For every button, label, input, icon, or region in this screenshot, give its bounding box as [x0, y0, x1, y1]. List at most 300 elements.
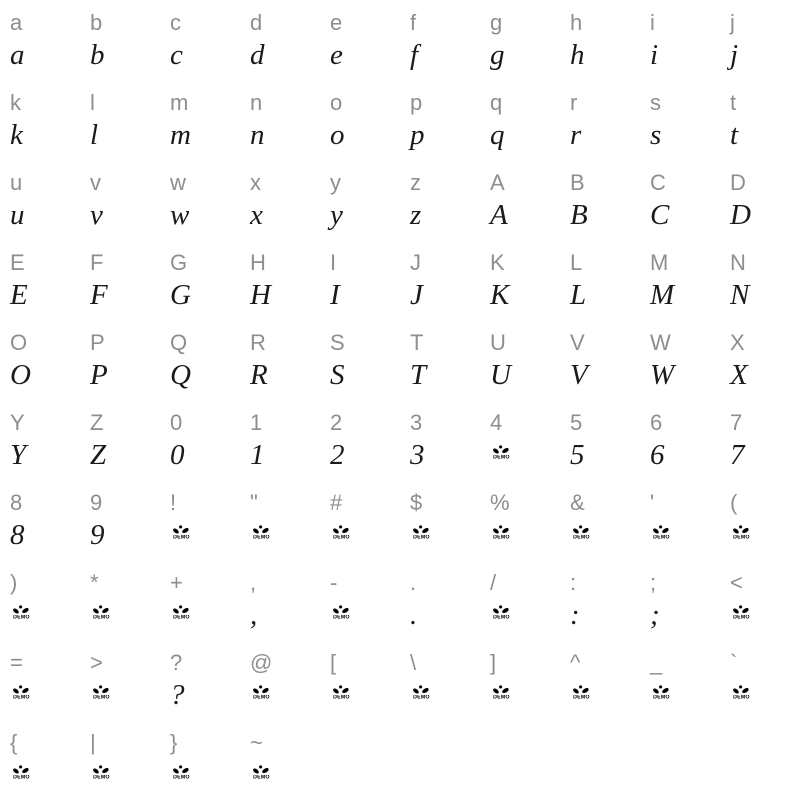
demo-watermark: [170, 525, 192, 542]
demo-label: DEMO: [572, 535, 590, 541]
charmap-cell: [160, 560, 240, 640]
demo-label: DEMO: [732, 535, 750, 541]
font-glyph: 8: [10, 519, 25, 551]
charmap-cell: [80, 80, 160, 160]
charmap-cell: [640, 0, 720, 80]
charmap-cell: [560, 640, 640, 720]
charmap-cell: [560, 480, 640, 560]
reference-char-label: R: [250, 330, 267, 355]
font-glyph: L: [570, 279, 587, 311]
font-glyph: g: [490, 39, 505, 71]
demo-leaf-icon: [732, 605, 750, 615]
reference-char-label: Z: [90, 410, 104, 435]
charmap-cell: [0, 480, 80, 560]
reference-char-label: !: [170, 490, 177, 515]
charmap-cell: [0, 560, 80, 640]
reference-char-label: .: [410, 570, 417, 595]
demo-watermark: [330, 525, 352, 542]
demo-label: DEMO: [332, 695, 350, 701]
reference-char-label: ]: [490, 650, 497, 675]
demo-watermark: [490, 525, 512, 542]
charmap-cell: [320, 240, 400, 320]
demo-watermark: [10, 765, 32, 782]
reference-char-label: ?: [170, 650, 183, 675]
reference-char-label: U: [490, 330, 507, 355]
reference-char-label: B: [570, 170, 586, 195]
demo-label: DEMO: [172, 615, 190, 621]
font-glyph: D: [730, 199, 751, 231]
demo-watermark: [170, 605, 192, 622]
charmap-cell: [400, 640, 480, 720]
demo-watermark: [90, 605, 112, 622]
demo-watermark: [410, 525, 432, 542]
demo-leaf-icon: [492, 525, 510, 535]
charmap-cell: [0, 320, 80, 400]
demo-watermark: [410, 685, 432, 702]
reference-char-label: W: [650, 330, 672, 355]
font-glyph: C: [650, 199, 670, 231]
charmap-cell: [240, 80, 320, 160]
reference-char-label: e: [330, 10, 343, 35]
font-glyph: P: [90, 359, 108, 391]
reference-char-label: i: [650, 10, 656, 35]
reference-char-label: 9: [90, 490, 103, 515]
reference-char-label: `: [730, 650, 738, 675]
font-glyph: q: [490, 119, 505, 151]
demo-leaf-icon: [92, 605, 110, 615]
reference-char-label: +: [170, 570, 184, 595]
font-glyph: K: [490, 279, 510, 311]
charmap-cell: [720, 0, 800, 80]
demo-leaf-icon: [332, 525, 350, 535]
charmap-cell: [240, 400, 320, 480]
reference-char-label: I: [330, 250, 337, 275]
charmap-cell: [400, 80, 480, 160]
font-glyph: Z: [90, 439, 107, 471]
charmap-cell: [720, 480, 800, 560]
demo-label: DEMO: [92, 615, 110, 621]
charmap-cell: [240, 640, 320, 720]
demo-label: DEMO: [252, 695, 270, 701]
charmap-cell: [160, 80, 240, 160]
charmap-cell: [0, 160, 80, 240]
charmap-cell: [80, 560, 160, 640]
demo-watermark: [250, 765, 272, 782]
reference-char-label: 3: [410, 410, 423, 435]
demo-label: DEMO: [732, 615, 750, 621]
font-glyph: l: [90, 119, 99, 151]
reference-char-label: @: [250, 650, 273, 675]
font-glyph: b: [90, 39, 105, 71]
charmap-cell: [240, 240, 320, 320]
demo-label: DEMO: [652, 695, 670, 701]
demo-leaf-icon: [732, 525, 750, 535]
font-glyph: r: [570, 119, 582, 151]
charmap-cell: [80, 720, 160, 800]
demo-leaf-icon: [252, 525, 270, 535]
reference-char-label: >: [90, 650, 104, 675]
reference-char-label: u: [10, 170, 23, 195]
reference-char-label: ): [10, 570, 18, 595]
demo-label: DEMO: [172, 535, 190, 541]
reference-char-label: P: [90, 330, 106, 355]
font-glyph: 9: [90, 519, 105, 551]
demo-watermark: [570, 525, 592, 542]
reference-char-label: f: [410, 10, 417, 35]
font-glyph: ,: [250, 599, 258, 631]
demo-leaf-icon: [332, 605, 350, 615]
reference-char-label: S: [330, 330, 346, 355]
reference-char-label: G: [170, 250, 188, 275]
reference-char-label: p: [410, 90, 423, 115]
demo-watermark: [90, 765, 112, 782]
reference-char-label: F: [90, 250, 104, 275]
demo-leaf-icon: [92, 765, 110, 775]
reference-char-label: ": [250, 490, 259, 515]
demo-watermark: [730, 685, 752, 702]
reference-char-label: ,: [250, 570, 257, 595]
font-glyph: u: [10, 199, 25, 231]
demo-leaf-icon: [12, 685, 30, 695]
reference-char-label: :: [570, 570, 577, 595]
demo-leaf-icon: [172, 605, 190, 615]
reference-char-label: M: [650, 250, 669, 275]
reference-char-label: N: [730, 250, 747, 275]
charmap-cell: [480, 320, 560, 400]
font-glyph: V: [570, 359, 588, 391]
font-glyph: y: [330, 199, 343, 231]
font-glyph: p: [410, 119, 425, 151]
charmap-cell: [480, 480, 560, 560]
demo-watermark: [90, 685, 112, 702]
charmap-cell: [240, 160, 320, 240]
charmap-cell: [640, 400, 720, 480]
demo-leaf-icon: [412, 525, 430, 535]
reference-char-label: {: [10, 730, 18, 755]
demo-leaf-icon: [572, 525, 590, 535]
reference-char-label: V: [570, 330, 586, 355]
font-glyph: F: [90, 279, 108, 311]
reference-char-label: $: [410, 490, 423, 515]
reference-char-label: <: [730, 570, 744, 595]
font-glyph: d: [250, 39, 265, 71]
reference-char-label: o: [330, 90, 343, 115]
reference-char-label: |: [90, 730, 97, 755]
charmap-cell: [80, 640, 160, 720]
charmap-cell: [560, 400, 640, 480]
demo-label: DEMO: [332, 535, 350, 541]
reference-char-label: 6: [650, 410, 663, 435]
font-glyph: j: [730, 39, 739, 71]
font-glyph: G: [170, 279, 191, 311]
demo-label: DEMO: [12, 695, 30, 701]
charmap-cell: [640, 320, 720, 400]
demo-label: DEMO: [412, 535, 430, 541]
reference-char-label: T: [410, 330, 424, 355]
demo-label: DEMO: [732, 695, 750, 701]
reference-char-label: 5: [570, 410, 583, 435]
charmap-cell: [640, 160, 720, 240]
font-glyph: z: [410, 199, 422, 231]
reference-char-label: j: [730, 10, 736, 35]
demo-leaf-icon: [172, 765, 190, 775]
charmap-cell: [480, 80, 560, 160]
demo-label: DEMO: [172, 775, 190, 781]
font-glyph: a: [10, 39, 25, 71]
demo-watermark: [650, 685, 672, 702]
charmap-cell: [640, 240, 720, 320]
reference-char-label: y: [330, 170, 342, 195]
reference-char-label: ^: [570, 650, 581, 675]
reference-char-label: ~: [250, 730, 264, 755]
reference-char-label: d: [250, 10, 263, 35]
reference-char-label: z: [410, 170, 422, 195]
charmap-cell: [80, 320, 160, 400]
reference-char-label: K: [490, 250, 506, 275]
demo-watermark: [250, 685, 272, 702]
charmap-cell: [80, 160, 160, 240]
font-glyph: Y: [10, 439, 27, 471]
reference-char-label: 8: [10, 490, 23, 515]
font-glyph: 3: [410, 439, 425, 471]
demo-leaf-icon: [652, 685, 670, 695]
charmap-cell: [560, 80, 640, 160]
font-glyph: A: [490, 199, 508, 231]
demo-watermark: [10, 685, 32, 702]
font-glyph: R: [250, 359, 268, 391]
font-glyph: X: [730, 359, 748, 391]
charmap-cell: [560, 0, 640, 80]
font-glyph: 1: [250, 439, 265, 471]
reference-char-label: l: [90, 90, 96, 115]
reference-char-label: k: [10, 90, 22, 115]
demo-leaf-icon: [252, 765, 270, 775]
demo-label: DEMO: [652, 535, 670, 541]
charmap-cell: [720, 160, 800, 240]
charmap-cell: [320, 0, 400, 80]
reference-char-label: L: [570, 250, 583, 275]
reference-char-label: -: [330, 570, 338, 595]
charmap-cell: [400, 320, 480, 400]
charmap-cell: [400, 560, 480, 640]
charmap-cell: [160, 0, 240, 80]
reference-char-label: }: [170, 730, 178, 755]
charmap-cell: [640, 640, 720, 720]
demo-leaf-icon: [172, 525, 190, 535]
font-glyph: :: [570, 599, 580, 631]
charmap-cell: [560, 320, 640, 400]
reference-char-label: 7: [730, 410, 743, 435]
charmap-cell: [400, 400, 480, 480]
charmap-cell: [160, 640, 240, 720]
font-glyph: ;: [650, 599, 660, 631]
font-glyph: U: [490, 359, 511, 391]
reference-char-label: v: [90, 170, 102, 195]
reference-char-label: s: [650, 90, 662, 115]
demo-watermark: [730, 605, 752, 622]
reference-char-label: (: [730, 490, 738, 515]
font-glyph: 2: [330, 439, 345, 471]
reference-char-label: g: [490, 10, 503, 35]
charmap-cell: [160, 720, 240, 800]
demo-leaf-icon: [12, 605, 30, 615]
demo-leaf-icon: [252, 685, 270, 695]
reference-char-label: C: [650, 170, 667, 195]
font-glyph: M: [650, 279, 675, 311]
charmap-cell: [0, 240, 80, 320]
demo-label: DEMO: [12, 615, 30, 621]
reference-char-label: t: [730, 90, 737, 115]
reference-char-label: b: [90, 10, 103, 35]
reference-char-label: r: [570, 90, 578, 115]
charmap-cell: [320, 560, 400, 640]
font-glyph: 7: [730, 439, 745, 471]
charmap-cell: [480, 240, 560, 320]
charmap-cell: [720, 640, 800, 720]
charmap-cell: [160, 480, 240, 560]
reference-char-label: Q: [170, 330, 188, 355]
charmap-cell: [160, 320, 240, 400]
charmap-cell: [400, 160, 480, 240]
font-glyph: O: [10, 359, 31, 391]
reference-char-label: J: [410, 250, 422, 275]
charmap-cell: [720, 560, 800, 640]
demo-watermark: [490, 605, 512, 622]
reference-char-label: [: [330, 650, 337, 675]
demo-leaf-icon: [92, 685, 110, 695]
demo-leaf-icon: [572, 685, 590, 695]
font-glyph: m: [170, 119, 191, 151]
reference-char-label: X: [730, 330, 746, 355]
reference-char-label: 4: [490, 410, 503, 435]
demo-leaf-icon: [652, 525, 670, 535]
font-glyph: w: [170, 199, 190, 231]
reference-char-label: ;: [650, 570, 657, 595]
font-glyph: o: [330, 119, 345, 151]
reference-char-label: O: [10, 330, 28, 355]
charmap-cell: [480, 560, 560, 640]
font-glyph: Q: [170, 359, 191, 391]
font-glyph: i: [650, 39, 659, 71]
charmap-cell: [480, 160, 560, 240]
charmap-cell: [320, 80, 400, 160]
reference-char-label: c: [170, 10, 182, 35]
reference-char-label: a: [10, 10, 23, 35]
charmap-cell: [160, 160, 240, 240]
charmap-cell: [160, 400, 240, 480]
reference-char-label: _: [650, 650, 663, 675]
demo-watermark: [10, 605, 32, 622]
demo-leaf-icon: [492, 685, 510, 695]
font-glyph: e: [330, 39, 343, 71]
font-glyph: c: [170, 39, 183, 71]
font-glyph: E: [10, 279, 28, 311]
charmap-cell: [80, 240, 160, 320]
font-glyph: 0: [170, 439, 185, 471]
reference-char-label: n: [250, 90, 263, 115]
charmap-cell: [480, 400, 560, 480]
font-glyph: B: [570, 199, 588, 231]
charmap-cell: [720, 240, 800, 320]
charmap-cell: [560, 160, 640, 240]
font-glyph: v: [90, 199, 103, 231]
charmap-cell: [320, 640, 400, 720]
demo-watermark: [650, 525, 672, 542]
charmap-cell: [0, 80, 80, 160]
charmap-cell: [240, 320, 320, 400]
charmap-cell: [720, 320, 800, 400]
demo-leaf-icon: [492, 445, 510, 455]
charmap-cell: [80, 400, 160, 480]
reference-char-label: ': [650, 490, 655, 515]
charmap-cell: [240, 560, 320, 640]
reference-char-label: h: [570, 10, 583, 35]
demo-watermark: [570, 685, 592, 702]
reference-char-label: A: [490, 170, 506, 195]
reference-char-label: %: [490, 490, 511, 515]
demo-watermark: [170, 765, 192, 782]
font-glyph: W: [650, 359, 675, 391]
charmap-cell: [560, 240, 640, 320]
charmap-cell: [720, 400, 800, 480]
reference-char-label: =: [10, 650, 24, 675]
charmap-cell: [320, 320, 400, 400]
charmap-cell: [320, 160, 400, 240]
charmap-cell: [480, 640, 560, 720]
charmap-cell: [0, 640, 80, 720]
reference-char-label: q: [490, 90, 503, 115]
demo-watermark: [490, 685, 512, 702]
charmap-cell: [0, 0, 80, 80]
font-glyph: ?: [170, 679, 185, 711]
demo-watermark: [490, 445, 512, 462]
demo-label: DEMO: [492, 535, 510, 541]
font-glyph: I: [330, 279, 340, 311]
reference-char-label: D: [730, 170, 747, 195]
demo-label: DEMO: [412, 695, 430, 701]
reference-char-label: #: [330, 490, 343, 515]
charmap-cell: [320, 400, 400, 480]
font-glyph: k: [10, 119, 23, 151]
demo-label: DEMO: [492, 615, 510, 621]
reference-char-label: E: [10, 250, 26, 275]
charmap-cell: [80, 0, 160, 80]
charmap-cell: [160, 240, 240, 320]
charmap-cell: [640, 480, 720, 560]
font-glyph: S: [330, 359, 345, 391]
reference-char-label: 1: [250, 410, 263, 435]
font-glyph: J: [410, 279, 423, 311]
reference-char-label: x: [250, 170, 262, 195]
reference-char-label: H: [250, 250, 267, 275]
charmap-cell: [480, 0, 560, 80]
charmap-cell: [400, 0, 480, 80]
demo-leaf-icon: [492, 605, 510, 615]
reference-char-label: Y: [10, 410, 26, 435]
font-glyph: 6: [650, 439, 665, 471]
font-glyph: t: [730, 119, 739, 151]
charmap-cell: [240, 0, 320, 80]
font-glyph: N: [730, 279, 750, 311]
demo-watermark: [250, 525, 272, 542]
demo-label: DEMO: [572, 695, 590, 701]
font-glyph: n: [250, 119, 265, 151]
demo-watermark: [330, 605, 352, 622]
demo-label: DEMO: [92, 695, 110, 701]
font-glyph: .: [410, 599, 418, 631]
charmap-cell: [0, 400, 80, 480]
charmap-cell: [0, 720, 80, 800]
